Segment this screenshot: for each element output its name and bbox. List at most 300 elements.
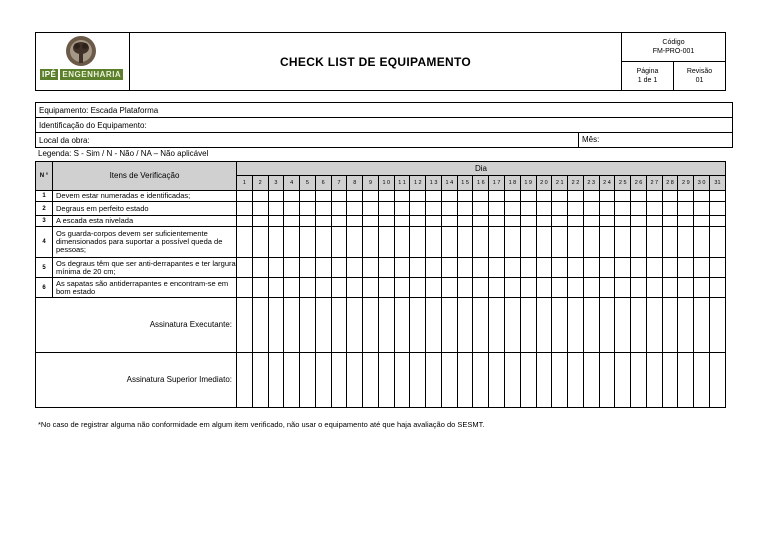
day-check-cell[interactable] [394,278,410,298]
day-check-cell[interactable] [473,227,489,258]
day-check-cell[interactable] [347,227,363,258]
signature-cell[interactable] [568,298,584,353]
day-check-cell[interactable] [363,258,379,278]
checklist-row [36,191,726,202]
signature-cell[interactable] [252,353,268,408]
signature-cell[interactable] [473,353,489,408]
day-check-cell[interactable] [410,202,426,216]
signature-cell[interactable] [583,298,599,353]
day-check-cell[interactable] [315,191,331,202]
day-check-cell[interactable] [662,278,678,298]
day-check-cell[interactable] [599,191,615,202]
checklist-row [36,202,726,216]
day-check-cell[interactable] [378,191,394,202]
signature-cell[interactable] [646,353,662,408]
day-check-cell[interactable] [489,191,505,202]
day-check-cell[interactable] [520,216,536,227]
day-check-cell[interactable] [536,191,552,202]
day-check-cell[interactable] [363,278,379,298]
day-check-cell[interactable] [520,258,536,278]
day-check-cell[interactable] [268,278,284,298]
day-check-cell[interactable] [552,216,568,227]
day-check-cell[interactable] [709,202,725,216]
code-value: FM-PRO-001 [652,48,695,55]
signature-cell[interactable] [599,298,615,353]
signature-cell[interactable] [315,298,331,353]
signature-cell[interactable] [363,298,379,353]
day-check-cell[interactable] [347,191,363,202]
document-header [35,32,726,91]
signature-cell[interactable] [631,298,647,353]
day-check-cell[interactable] [237,227,253,258]
day-check-cell[interactable] [694,227,710,258]
day-check-cell[interactable] [457,202,473,216]
signature-cell[interactable] [599,353,615,408]
day-check-cell[interactable] [646,191,662,202]
day-check-cell[interactable] [315,278,331,298]
day-check-cell[interactable] [347,278,363,298]
signature-cell[interactable] [331,353,347,408]
day-check-cell[interactable] [457,258,473,278]
day-check-cell[interactable] [599,278,615,298]
day-check-cell[interactable] [536,227,552,258]
day-number: 2 5 [615,176,631,191]
logo-cell [36,33,130,90]
signature-cell[interactable] [347,353,363,408]
day-check-cell[interactable] [331,202,347,216]
item-text: A escada esta nivelada [53,216,237,227]
day-check-cell[interactable] [441,216,457,227]
day-number: 2 6 [631,176,647,191]
day-check-cell[interactable] [441,227,457,258]
day-check-cell[interactable] [615,278,631,298]
day-check-cell[interactable] [520,278,536,298]
signature-cell[interactable] [237,298,253,353]
day-check-cell[interactable] [505,191,521,202]
day-check-cell[interactable] [410,278,426,298]
day-number: 3 0 [694,176,710,191]
day-check-cell[interactable] [568,227,584,258]
signature-cell[interactable] [284,353,300,408]
signature-row [36,353,726,408]
day-check-cell[interactable] [615,216,631,227]
logo-text-engenharia: ENGENHARIA [62,70,122,79]
day-check-cell[interactable] [536,278,552,298]
day-check-cell[interactable] [473,278,489,298]
day-check-cell[interactable] [252,202,268,216]
signature-cell[interactable] [662,298,678,353]
day-check-cell[interactable] [678,202,694,216]
signature-cell[interactable] [315,353,331,408]
item-number: 4 [36,227,53,258]
item-number: 1 [36,191,53,202]
day-check-cell[interactable] [331,216,347,227]
supervisor-signature-label: Assinatura Superior Imediato: [36,353,237,408]
day-check-cell[interactable] [300,278,316,298]
signature-cell[interactable] [426,298,442,353]
day-check-cell[interactable] [268,216,284,227]
signature-cell[interactable] [378,298,394,353]
day-check-cell[interactable] [599,227,615,258]
day-check-cell[interactable] [457,227,473,258]
day-check-cell[interactable] [489,227,505,258]
day-check-cell[interactable] [583,258,599,278]
day-number: 1 9 [520,176,536,191]
day-check-cell[interactable] [300,227,316,258]
day-check-cell[interactable] [426,227,442,258]
item-number: 3 [36,216,53,227]
item-text: Degraus em perfeito estado [53,202,237,216]
day-check-cell[interactable] [426,191,442,202]
signature-cell[interactable] [441,353,457,408]
day-check-cell[interactable] [505,278,521,298]
signature-cell[interactable] [615,353,631,408]
signature-cell[interactable] [505,298,521,353]
checklist-row [36,216,726,227]
day-number: 1 7 [489,176,505,191]
day-check-cell[interactable] [662,258,678,278]
day-check-cell[interactable] [615,191,631,202]
day-check-cell[interactable] [284,258,300,278]
checklist-row [36,258,726,278]
day-check-cell[interactable] [252,227,268,258]
day-check-cell[interactable] [473,258,489,278]
day-check-cell[interactable] [331,191,347,202]
signature-cell[interactable] [678,298,694,353]
signature-cell[interactable] [631,353,647,408]
day-check-cell[interactable] [536,216,552,227]
day-check-cell[interactable] [394,216,410,227]
day-check-cell[interactable] [426,216,442,227]
signature-cell[interactable] [505,353,521,408]
day-check-cell[interactable] [378,202,394,216]
day-check-cell[interactable] [237,202,253,216]
day-check-cell[interactable] [631,258,647,278]
day-check-cell[interactable] [709,216,725,227]
day-number: 2 4 [599,176,615,191]
company-logo-icon [64,35,98,67]
day-check-cell[interactable] [237,191,253,202]
signature-cell[interactable] [489,298,505,353]
signature-cell[interactable] [237,353,253,408]
equipment-field[interactable] [35,102,733,118]
day-check-cell[interactable] [284,278,300,298]
day-check-cell[interactable] [552,278,568,298]
day-check-cell[interactable] [489,202,505,216]
items-header: Itens de Verificação [53,162,237,191]
day-check-cell[interactable] [331,278,347,298]
day-check-cell[interactable] [552,191,568,202]
day-check-cell[interactable] [284,191,300,202]
day-check-cell[interactable] [315,216,331,227]
identification-field[interactable] [35,117,733,133]
signature-cell[interactable] [694,298,710,353]
day-check-cell[interactable] [347,216,363,227]
day-number: 31 [709,176,725,191]
day-check-cell[interactable] [363,191,379,202]
day-number: 2 3 [583,176,599,191]
day-check-cell[interactable] [252,216,268,227]
day-check-cell[interactable] [520,202,536,216]
day-check-cell[interactable] [678,227,694,258]
day-check-cell[interactable] [552,227,568,258]
day-check-cell[interactable] [505,227,521,258]
day-check-cell[interactable] [678,216,694,227]
signature-cell[interactable] [662,353,678,408]
day-check-cell[interactable] [268,258,284,278]
day-check-cell[interactable] [426,202,442,216]
signature-cell[interactable] [441,298,457,353]
day-check-cell[interactable] [441,191,457,202]
day-check-cell[interactable] [441,258,457,278]
signature-cell[interactable] [615,298,631,353]
day-check-cell[interactable] [331,258,347,278]
day-check-cell[interactable] [709,227,725,258]
logo-text-ipe: IPÊ [42,70,57,79]
day-check-cell[interactable] [583,278,599,298]
item-number: 2 [36,202,53,216]
day-check-cell[interactable] [489,258,505,278]
signature-cell[interactable] [646,298,662,353]
signature-cell[interactable] [284,298,300,353]
day-check-cell[interactable] [646,202,662,216]
day-check-cell[interactable] [646,278,662,298]
month-field[interactable] [578,132,733,148]
day-check-cell[interactable] [237,278,253,298]
code-cell [622,33,725,62]
day-check-cell[interactable] [268,191,284,202]
signature-cell[interactable] [410,298,426,353]
day-check-cell[interactable] [252,191,268,202]
day-check-cell[interactable] [363,216,379,227]
day-check-cell[interactable] [694,258,710,278]
day-check-cell[interactable] [300,216,316,227]
day-check-cell[interactable] [568,278,584,298]
day-check-cell[interactable] [505,202,521,216]
day-check-cell[interactable] [646,227,662,258]
day-check-cell[interactable] [473,202,489,216]
signature-cell[interactable] [709,353,725,408]
day-check-cell[interactable] [394,202,410,216]
day-check-cell[interactable] [426,258,442,278]
day-check-cell[interactable] [457,278,473,298]
signature-cell[interactable] [552,298,568,353]
signature-cell[interactable] [536,298,552,353]
day-check-cell[interactable] [284,202,300,216]
identification-label: Identificação do Equipamento: [39,121,147,130]
day-number: 1 8 [505,176,521,191]
day-check-cell[interactable] [694,191,710,202]
item-text: As sapatas são antiderrapantes e encontram-se em bom estado [53,278,237,298]
day-check-cell[interactable] [631,216,647,227]
checklist-row [36,278,726,298]
signature-cell[interactable] [520,353,536,408]
executor-signature-label: Assinatura Executante: [36,298,237,353]
day-check-cell[interactable] [662,191,678,202]
day-check-cell[interactable] [520,191,536,202]
day-check-cell[interactable] [378,258,394,278]
page-value: 1 de 1 [637,77,658,84]
signature-cell[interactable] [583,353,599,408]
day-check-cell[interactable] [347,258,363,278]
day-check-cell[interactable] [237,258,253,278]
day-check-cell[interactable] [410,216,426,227]
day-check-cell[interactable] [694,202,710,216]
day-check-cell[interactable] [505,216,521,227]
signature-cell[interactable] [552,353,568,408]
day-check-cell[interactable] [284,216,300,227]
signature-cell[interactable] [268,353,284,408]
day-check-cell[interactable] [646,258,662,278]
day-check-cell[interactable] [300,191,316,202]
signature-cell[interactable] [678,353,694,408]
day-check-cell[interactable] [599,216,615,227]
signature-cell[interactable] [394,353,410,408]
signature-cell[interactable] [252,298,268,353]
day-check-cell[interactable] [363,202,379,216]
day-check-cell[interactable] [489,216,505,227]
day-check-cell[interactable] [615,202,631,216]
day-check-cell[interactable] [709,278,725,298]
day-check-cell[interactable] [505,258,521,278]
signature-cell[interactable] [520,298,536,353]
day-number: 1 [237,176,253,191]
signature-cell[interactable] [410,353,426,408]
day-check-cell[interactable] [410,258,426,278]
day-check-cell[interactable] [331,227,347,258]
day-check-cell[interactable] [662,202,678,216]
day-check-cell[interactable] [599,202,615,216]
day-check-cell[interactable] [394,191,410,202]
day-check-cell[interactable] [662,216,678,227]
day-check-cell[interactable] [631,202,647,216]
signature-cell[interactable] [378,353,394,408]
day-check-cell[interactable] [536,202,552,216]
equipment-label: Equipamento: Escada Plataforma [39,106,159,115]
day-check-cell[interactable] [252,278,268,298]
day-check-cell[interactable] [568,202,584,216]
signature-cell[interactable] [489,353,505,408]
signature-cell[interactable] [331,298,347,353]
day-check-cell[interactable] [694,216,710,227]
day-check-cell[interactable] [631,227,647,258]
signature-cell[interactable] [426,353,442,408]
day-number: 2 8 [662,176,678,191]
day-check-cell[interactable] [678,278,694,298]
day-check-cell[interactable] [315,258,331,278]
signature-cell[interactable] [568,353,584,408]
day-check-cell[interactable] [662,227,678,258]
title-cell [130,33,622,90]
day-check-cell[interactable] [631,278,647,298]
day-check-cell[interactable] [268,227,284,258]
signature-cell[interactable] [300,353,316,408]
day-check-cell[interactable] [378,216,394,227]
signature-cell[interactable] [363,353,379,408]
day-check-cell[interactable] [441,202,457,216]
day-check-cell[interactable] [615,227,631,258]
day-check-cell[interactable] [583,202,599,216]
day-check-cell[interactable] [489,278,505,298]
day-check-cell[interactable] [552,258,568,278]
day-check-cell[interactable] [583,227,599,258]
signature-cell[interactable] [536,353,552,408]
day-check-cell[interactable] [568,216,584,227]
day-check-cell[interactable] [441,278,457,298]
day-check-cell[interactable] [284,227,300,258]
day-check-cell[interactable] [410,227,426,258]
revision-value: 01 [695,77,704,84]
signature-cell[interactable] [457,353,473,408]
day-check-cell[interactable] [520,227,536,258]
day-check-cell[interactable] [378,278,394,298]
day-check-cell[interactable] [315,202,331,216]
day-check-cell[interactable] [568,191,584,202]
day-check-cell[interactable] [237,216,253,227]
day-check-cell[interactable] [615,258,631,278]
day-check-cell[interactable] [536,258,552,278]
day-number: 2 9 [678,176,694,191]
signature-cell[interactable] [473,298,489,353]
day-check-cell[interactable] [394,227,410,258]
day-number: 2 1 [552,176,568,191]
day-check-cell[interactable] [300,202,316,216]
day-check-cell[interactable] [568,258,584,278]
code-label: Código [662,39,685,46]
day-check-cell[interactable] [709,258,725,278]
day-check-cell[interactable] [457,191,473,202]
day-check-cell[interactable] [599,258,615,278]
day-check-cell[interactable] [300,258,316,278]
day-number: 1 1 [394,176,410,191]
day-check-cell[interactable] [252,258,268,278]
day-number: 1 6 [473,176,489,191]
day-check-cell[interactable] [315,227,331,258]
signature-cell[interactable] [394,298,410,353]
item-text: Os guarda-corpos devem ser suficientemente dimensionados para suportar a possível queda de pessoas; [53,227,237,258]
day-check-cell[interactable] [694,278,710,298]
signature-cell[interactable] [457,298,473,353]
signature-cell[interactable] [709,298,725,353]
day-check-cell[interactable] [631,191,647,202]
document-title: CHECK LIST DE EQUIPAMENTO [279,54,472,69]
day-check-cell[interactable] [347,202,363,216]
day-check-cell[interactable] [457,216,473,227]
day-check-cell[interactable] [678,191,694,202]
day-check-cell[interactable] [583,216,599,227]
day-check-cell[interactable] [552,202,568,216]
day-number: 5 [300,176,316,191]
day-check-cell[interactable] [394,258,410,278]
signature-cell[interactable] [347,298,363,353]
day-check-cell[interactable] [473,216,489,227]
day-check-cell[interactable] [646,216,662,227]
signature-cell[interactable] [300,298,316,353]
day-check-cell[interactable] [426,278,442,298]
signature-cell[interactable] [694,353,710,408]
day-check-cell[interactable] [678,258,694,278]
day-check-cell[interactable] [709,191,725,202]
signature-cell[interactable] [268,298,284,353]
day-check-cell[interactable] [363,227,379,258]
day-number: 2 [252,176,268,191]
day-check-cell[interactable] [378,227,394,258]
day-check-cell[interactable] [583,191,599,202]
day-check-cell[interactable] [268,202,284,216]
location-label: Local da obra: [39,136,90,145]
day-check-cell[interactable] [473,191,489,202]
day-check-cell[interactable] [410,191,426,202]
